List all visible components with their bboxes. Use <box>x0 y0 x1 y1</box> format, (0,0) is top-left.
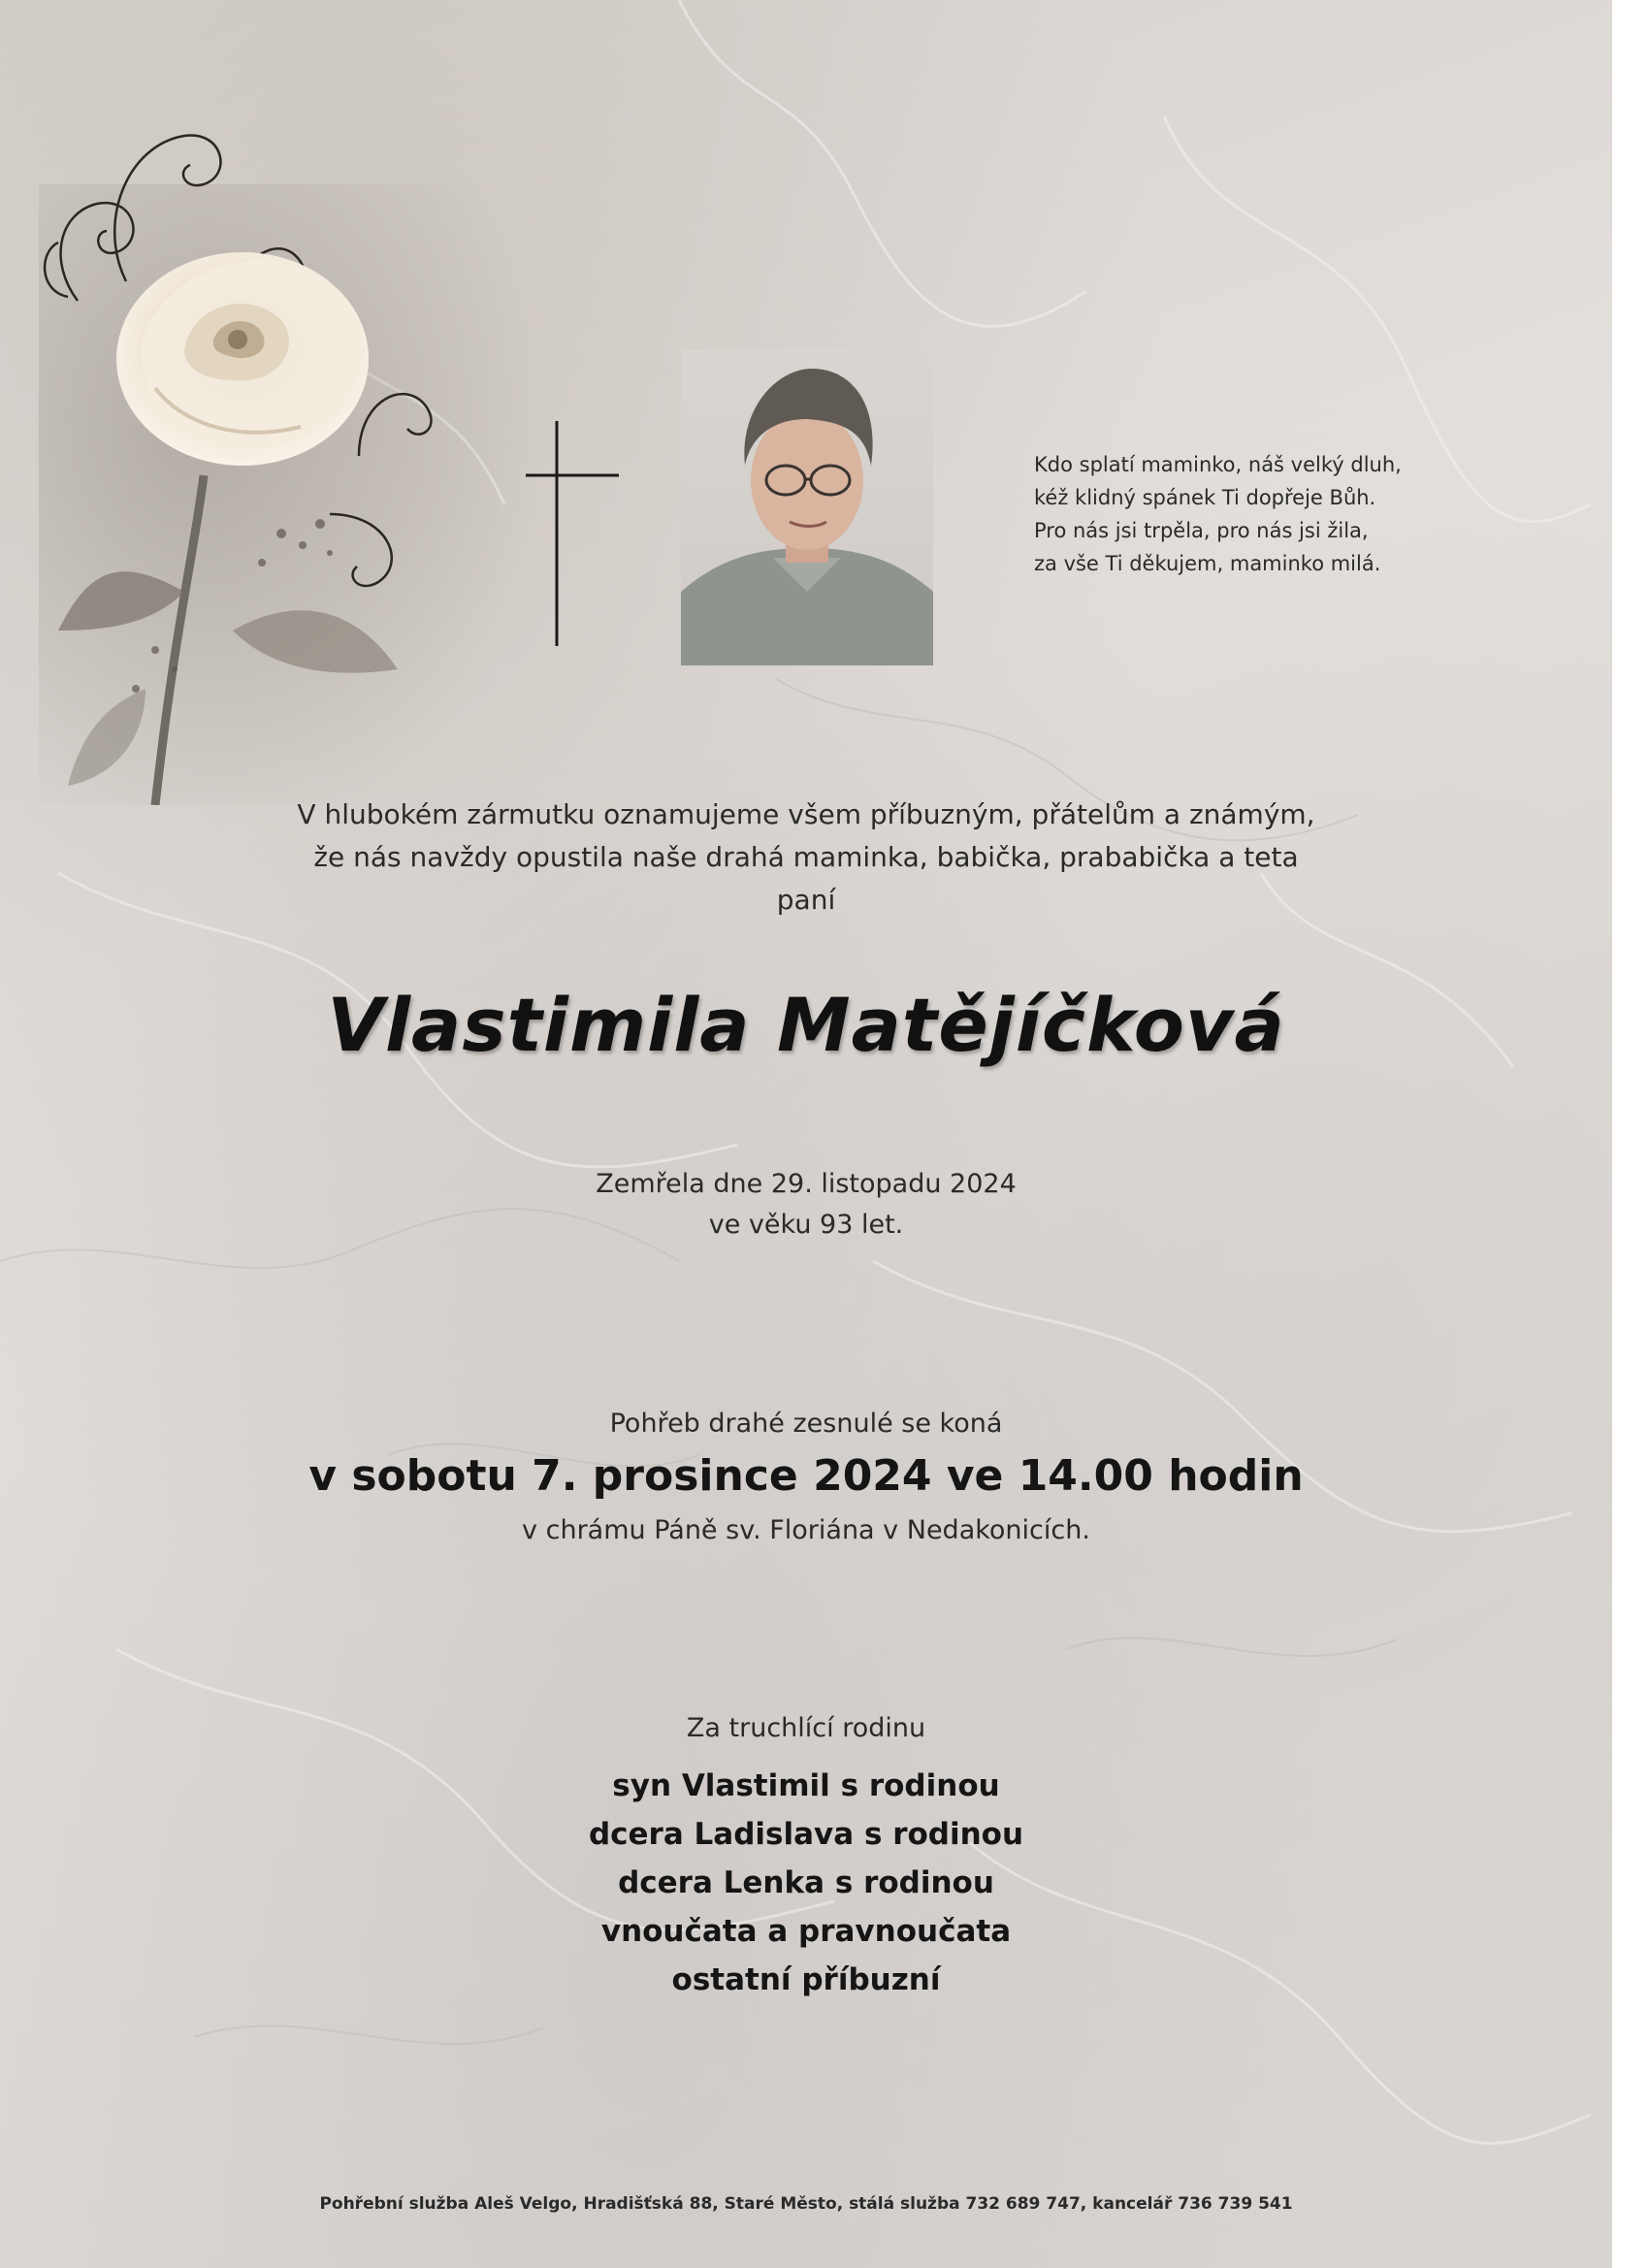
verse-line: Pro nás jsi trpěla, pro nás jsi žila, <box>1034 519 1369 542</box>
family-member: dcera Lenka s rodinou <box>618 1865 994 1900</box>
family-member: ostatní příbuzní <box>671 1962 941 1997</box>
death-date: Zemřela dne 29. listopadu 2024 <box>596 1169 1017 1199</box>
funeral-intro: Pohřeb drahé zesnulé se koná <box>609 1409 1003 1439</box>
intro-line: paní <box>776 884 836 916</box>
funeral-place: v chrámu Páně sv. Floriána v Nedakonicích. <box>522 1515 1090 1545</box>
deceased-name: Vlastimila Matějíčková <box>327 982 1285 1068</box>
announcement-intro <box>0 794 1612 922</box>
memorial-verse <box>1034 448 1441 580</box>
verse-line: Kdo splatí maminko, náš velký dluh, <box>1034 453 1402 476</box>
intro-line: že nás navždy opustila naše drahá maminka, babička, prababička a teta <box>313 841 1299 873</box>
verse-line: za vše Ti děkujem, maminko milá. <box>1034 552 1381 575</box>
death-age: ve věku 93 let. <box>708 1210 904 1240</box>
family-list <box>0 1762 1612 2004</box>
family-member: vnoučata a pravnoučata <box>600 1914 1012 1949</box>
verse-line: kéž klidný spánek Ti dopřeje Bůh. <box>1034 486 1376 509</box>
intro-line: V hlubokém zármutku oznamujeme všem příbuzným, přátelům a známým, <box>297 798 1315 830</box>
rose-with-scrolls-icon <box>39 107 543 805</box>
funeral-date: v sobotu 7. prosince 2024 ve 14.00 hodin <box>308 1451 1304 1501</box>
death-details <box>0 1164 1612 1246</box>
family-intro: Za truchlící rodinu <box>686 1713 926 1743</box>
cross-icon <box>524 417 621 650</box>
family-member: dcera Ladislava s rodinou <box>588 1817 1024 1852</box>
family-member: syn Vlastimil s rodinou <box>612 1768 1000 1803</box>
funeral-service-footer: Pohřební služba Aleš Velgo, Hradišťská 88, Staré Město, stálá služba 732 689 747, kancelář 736 739 541 <box>319 2194 1293 2214</box>
portrait-photo <box>681 349 933 665</box>
